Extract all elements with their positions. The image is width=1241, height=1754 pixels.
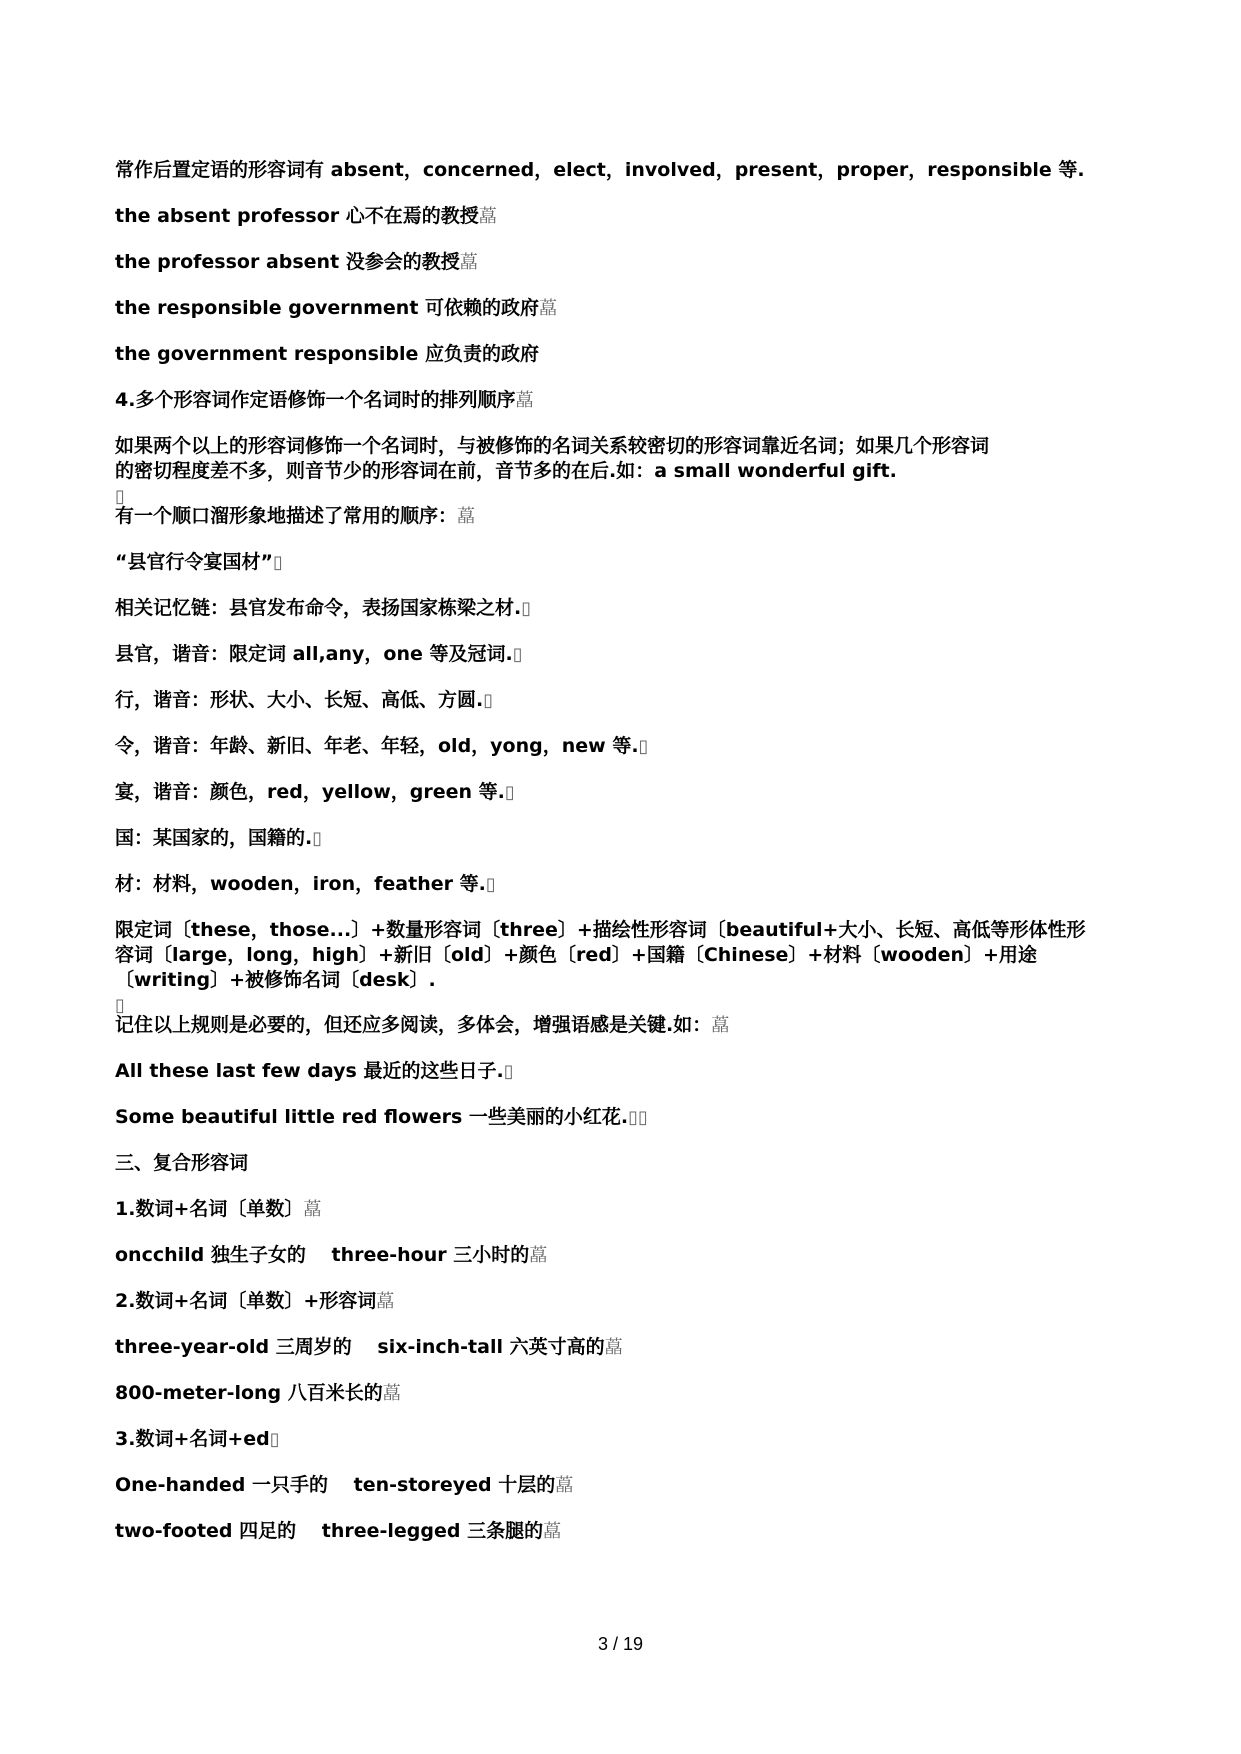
text-line: the responsible government 可依赖的政府藠 xyxy=(115,297,558,319)
text-line: 县官，谐音：限定词 all,any，one 等及冠词.▯ xyxy=(115,643,523,665)
text-line: two-footed 四足的 three-legged 三条腿的藠 xyxy=(115,1520,562,1542)
paragraph xyxy=(115,434,1127,509)
text-line: the professor absent 没参会的教授藠 xyxy=(115,251,478,273)
text-line: 3.数词+名词+ed▯ xyxy=(115,1428,280,1450)
paragraph-line: 容词〔large，long，high〕+新旧〔old〕+颜色〔red〕+国籍〔Chinese〕+材料〔wooden〕+用途 xyxy=(115,944,1037,966)
paragraph-line: 如果两个以上的形容词修饰一个名词时，与被修饰的名词关系较密切的形容词靠近名词；如果几个形容词 xyxy=(115,435,990,457)
text-line: One-handed 一只手的 ten-storeyed 十层的藠 xyxy=(115,1474,574,1496)
text-line: 常作后置定语的形容词有 absent，concerned，elect，involved，present，proper，responsible 等. xyxy=(115,159,1085,181)
text-line: 记住以上规则是必要的，但还应多阅读，多体会，增强语感是关键.如：藠 xyxy=(115,1014,730,1036)
section-heading: 三、复合形容词 xyxy=(115,1152,249,1174)
text-line: 1.数词+名词〔单数〕藠 xyxy=(115,1198,322,1220)
text-line: the absent professor 心不在焉的教授藠 xyxy=(115,205,497,227)
paragraph-line: 限定词〔these，those...〕+数量形容词〔three〕+描绘性形容词〔beautiful+大小、长短、高低等形体性形 xyxy=(115,919,1086,941)
text-line: 行，谐音：形状、大小、长短、高低、方圆.▯ xyxy=(115,689,494,711)
section-heading: 4.多个形容词作定语修饰一个名词时的排列顺序藠 xyxy=(115,389,534,411)
text-line: 令，谐音：年龄、新旧、年老、年轻，old，yong，new 等.▯ xyxy=(115,735,649,757)
text-line: the government responsible 应负责的政府 xyxy=(115,343,540,365)
page-number: 3 / 19 xyxy=(597,1634,644,1654)
text-line: 材：材料，wooden，iron，feather 等.▯ xyxy=(115,873,496,895)
text-line: three-year-old 三周岁的 six-inch-tall 六英寸高的藠 xyxy=(115,1336,623,1358)
text-line: All these last few days 最近的这些日子.▯ xyxy=(115,1060,514,1082)
text-line: 国：某国家的，国籍的.▯ xyxy=(115,827,323,849)
paragraph-line: 〔writing〕+被修饰名词〔desk〕. ▯ xyxy=(115,969,436,1016)
text-line: 宴，谐音：颜色，red，yellow，green 等.▯ xyxy=(115,781,515,803)
text-line: “县官行令宴国材”▯ xyxy=(115,551,283,573)
text-line: oncchild 独生子女的 three-hour 三小时的藠 xyxy=(115,1244,548,1266)
text-line: 2.数词+名词〔单数〕+形容词藠 xyxy=(115,1290,395,1312)
text-line: Some beautiful little red flowers 一些美丽的小红花.▯▯ xyxy=(115,1106,648,1128)
text-line: 800-meter-long 八百米长的藠 xyxy=(115,1382,401,1404)
text-line: 有一个顺口溜形象地描述了常用的顺序：藠 xyxy=(115,505,476,527)
paragraph xyxy=(115,918,1127,1018)
paragraph-line: 的密切程度差不多，则音节少的形容词在前，音节多的在后.如：a small wonderful gift. ▯ xyxy=(115,460,897,507)
text-line: 相关记忆链：县官发布命令，表扬国家栋梁之材.▯ xyxy=(115,597,532,619)
